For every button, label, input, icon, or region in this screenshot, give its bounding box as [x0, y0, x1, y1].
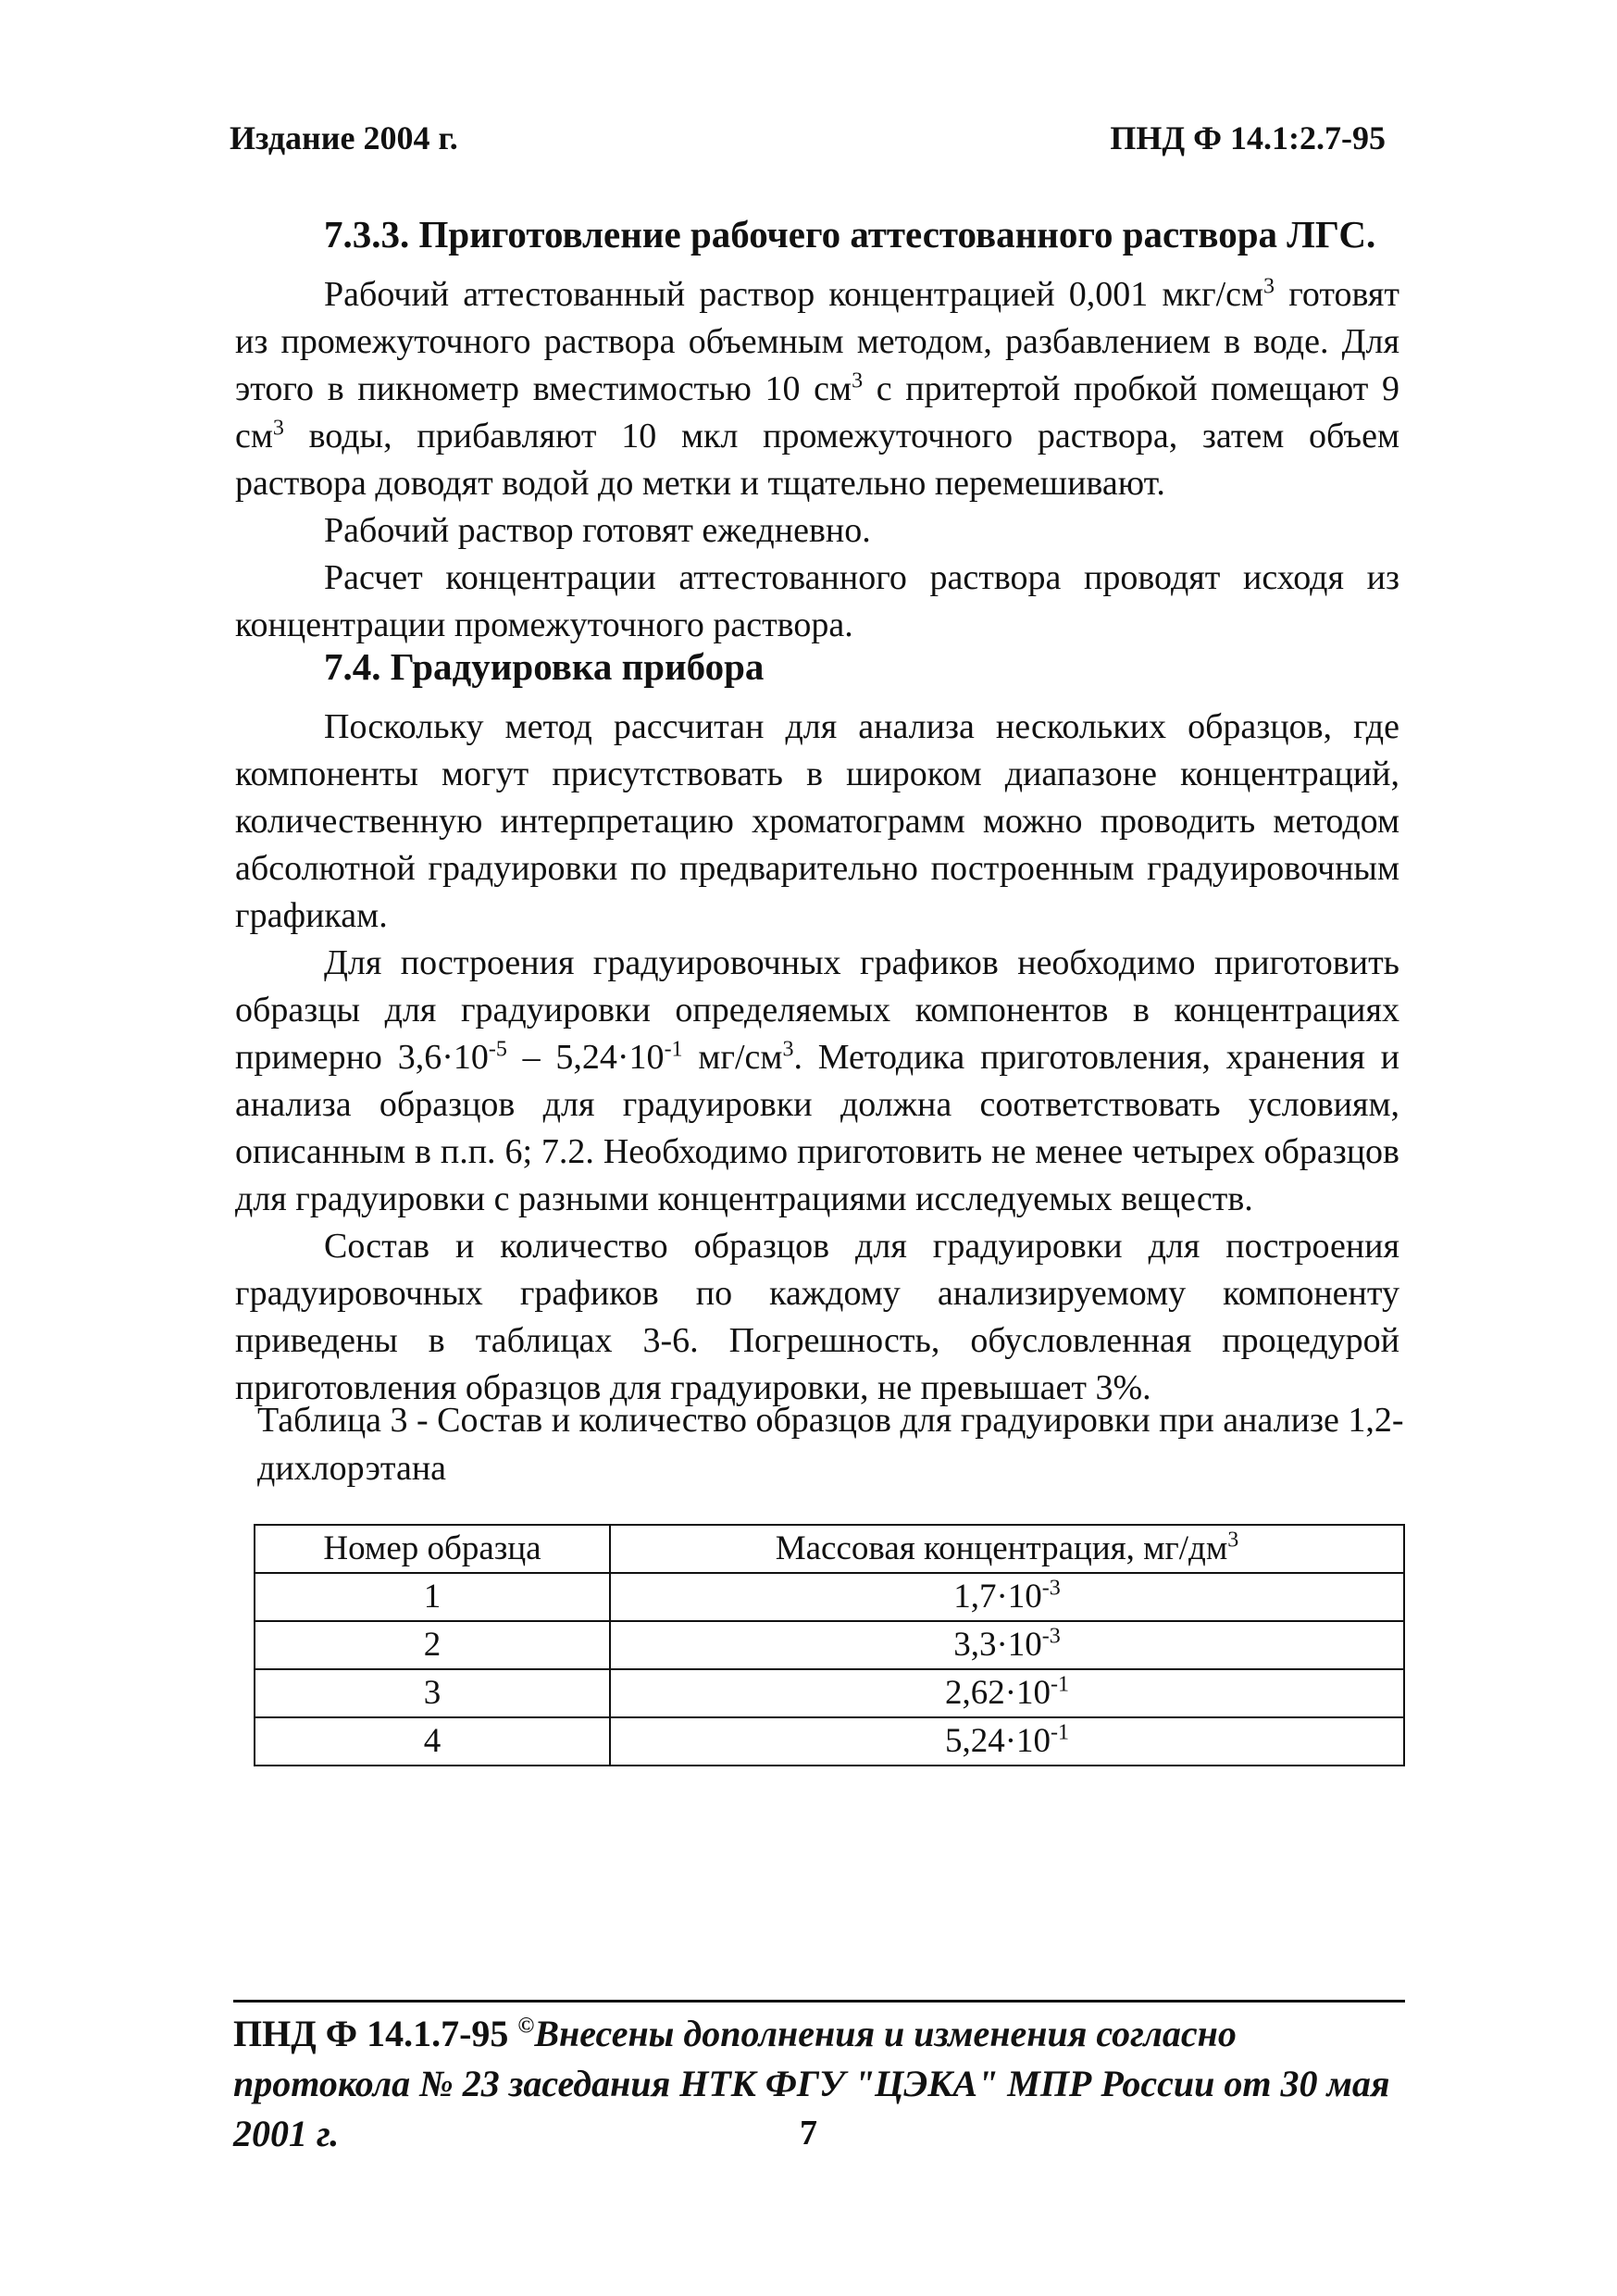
sample-number-cell: 4 [255, 1717, 610, 1766]
table-row [255, 1717, 1404, 1766]
footer-divider [233, 2000, 1405, 2003]
page-number: 7 [800, 2114, 817, 2152]
section-7-4-paragraph-3: Состав и количество образцов для градуировки для построения градуировочных графиков по каждому анализируемому компоненту приведены в таблицах 3-6. Погрешность, обусловленная процедурой приготовления образцов для градуировки, не превышает 3%. [235, 1227, 1399, 1407]
edition-label: Издание 2004 г. [230, 119, 458, 156]
section-7-3-3-title: 7.3.3. Приготовление рабочего аттестованного раствора ЛГС. [324, 213, 1376, 256]
table-3-caption: Таблица 3 - Состав и количество образцов для градуировки при анализе 1,2-дихлорэтана [257, 1401, 1404, 1488]
concentration-cell: $2,62\cdot 10^{-1}$ [610, 1669, 1404, 1717]
section-7-3-3-paragraph-2: Рабочий раствор готовят ежедневно. [324, 511, 871, 550]
column-header-mass-concentration: Массовая концентрация, $мг/дм^3$ [610, 1525, 1404, 1573]
document-code: ПНД Ф 14.1:2.7-95 [1110, 119, 1386, 156]
section-7-4-paragraph-2: Для построения градуировочных графиков необходимо приготовить образцы для градуировки определяемых компонентов в концентрациях примерно $3,6\cdot 10^{-5} - 5,24\cdot 10^{-1}$ $мг/см^3$. Методика приготовления, хранения и анализа образцов для градуировки должна соответствовать условиям, описанным в п.п. 6; 7.2. Необходимо приготовить не менее четырех образцов для градуировки с разными концентрациями исследуемых веществ. [235, 943, 1400, 1218]
concentration-cell: $3,3\cdot 10^{-3}$ [610, 1621, 1404, 1669]
sample-number-cell: 1 [255, 1573, 610, 1621]
table-header-row [255, 1525, 1404, 1573]
concentration-cell: $5,24\cdot 10^{-1}$ [610, 1717, 1404, 1766]
table-3 [254, 1524, 1405, 1766]
section-7-4 [235, 643, 1399, 1412]
concentration-cell: $1,7\cdot 10^{-3}$ [610, 1573, 1404, 1621]
section-7-3-3-paragraph-3: Расчет концентрации аттестованного раствора проводят исходя из концентрации промежуточного раствора. [235, 558, 1399, 644]
copyright-mark: © [517, 2014, 535, 2039]
sample-number-cell: 2 [255, 1621, 610, 1669]
column-header-sample-number: Номер образца [255, 1525, 610, 1573]
table-row [255, 1573, 1404, 1621]
table-row [255, 1621, 1404, 1669]
footer-document-code: ПНД Ф 14.1.7-95 [233, 2013, 509, 2054]
section-7-3-3-paragraph-1: Рабочий аттестованный раствор концентрацией 0,001 мкг/$см^3$ готовят из промежуточного раствора объемным методом, разбавлением в воде. Для этого в пикнометр вместимостью 10 $см^3$ с притертой пробкой помещают 9 $см^3$ воды, прибавляют 10 мкл промежуточного раствора, затем объем раствора доводят водой до метки и тщательно перемешивают. [235, 274, 1399, 503]
sample-number-cell: 3 [255, 1669, 610, 1717]
section-7-4-title: 7.4. Градуировка прибора [324, 645, 765, 688]
table-row [255, 1669, 1404, 1717]
section-7-4-paragraph-1: Поскольку метод рассчитан для анализа нескольких образцов, где компоненты могут присутствовать в широком диапазоне концентраций, количественную интерпретацию хроматограмм можно проводить методом абсолютной градуировки по предварительно построенным градуировочным графикам. [235, 707, 1399, 935]
footer-amendment-text: Внесены дополнения и изменения согласно протокола № 23 заседания НТК ФГУ "ЦЭКА" МПР России от 30 мая 2001 г. [233, 2013, 1390, 2154]
section-7-3-3 [235, 211, 1399, 649]
